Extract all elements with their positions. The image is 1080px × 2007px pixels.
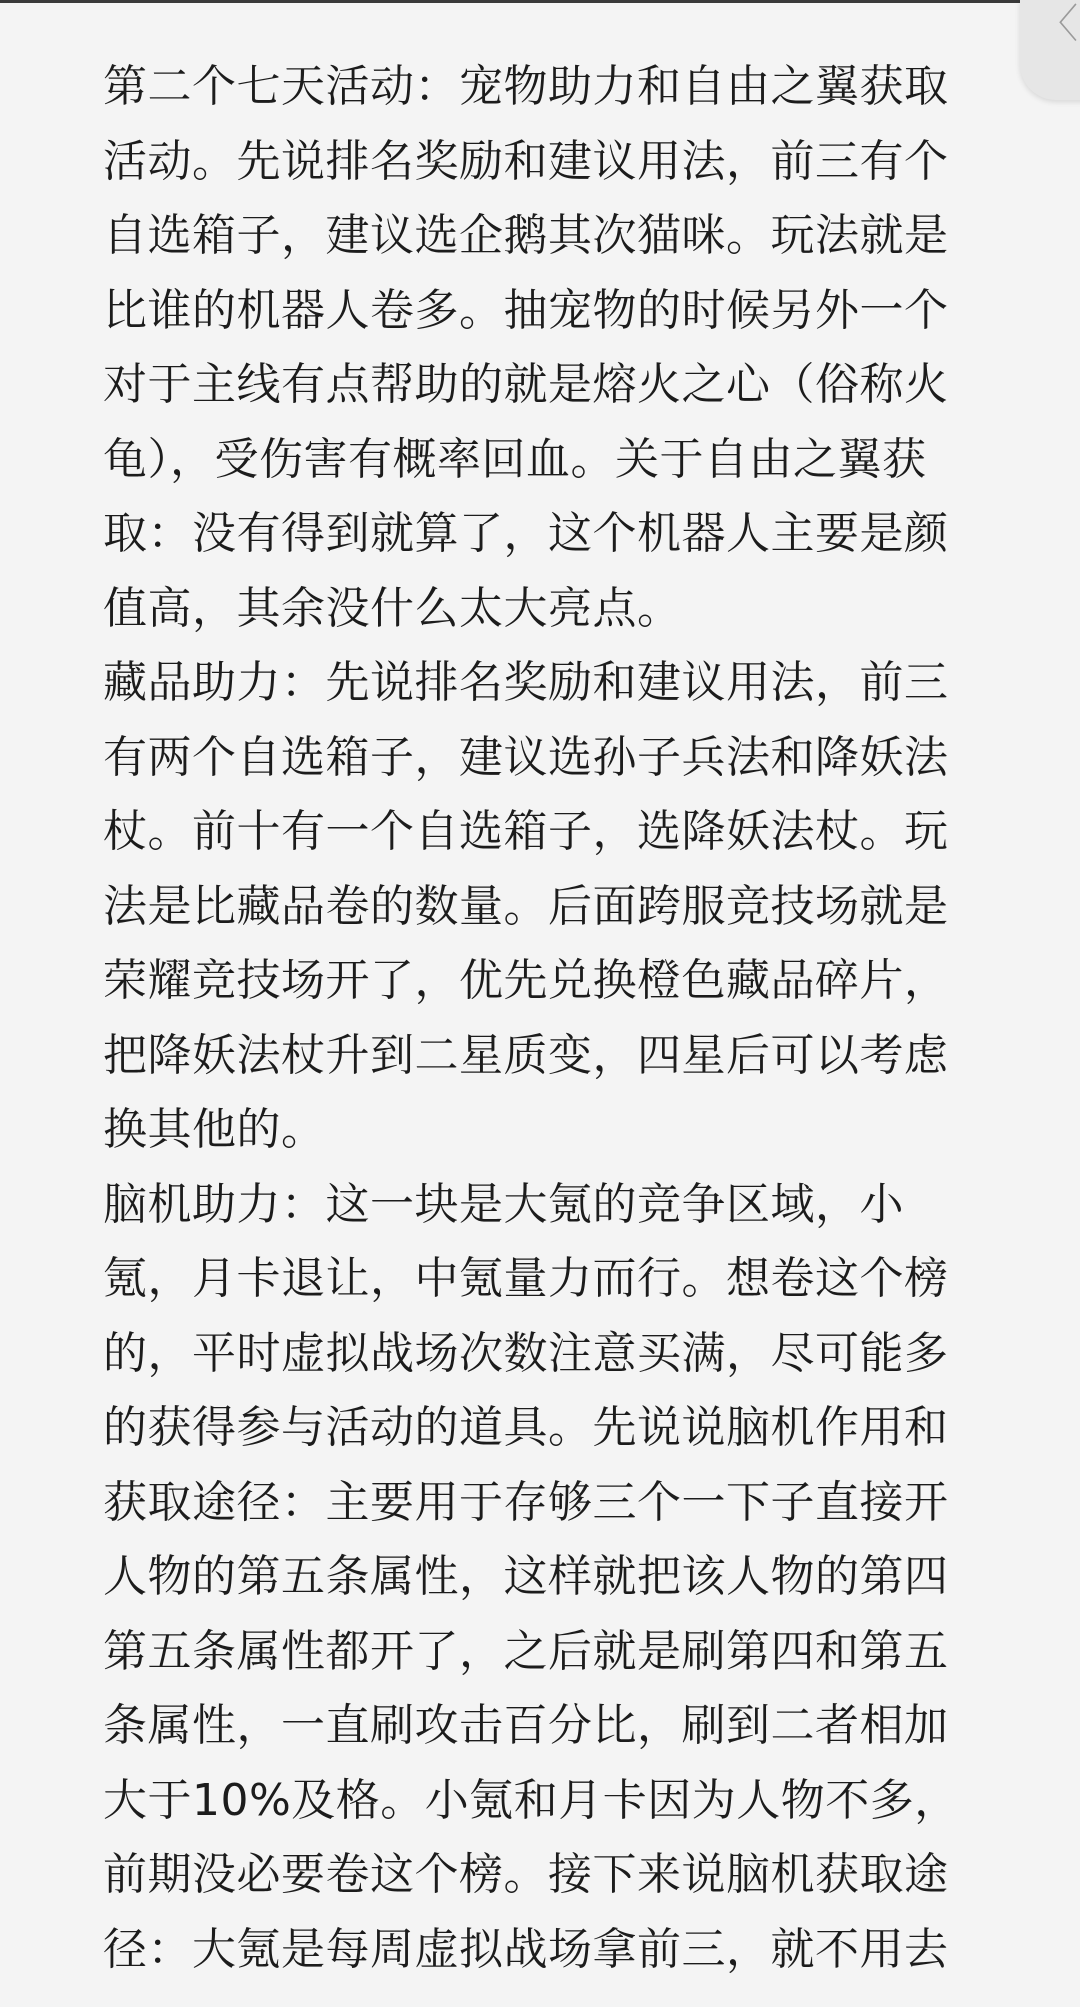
article-line: 比谁的机器人卷多。抽宠物的时候另外一个 xyxy=(103,284,949,336)
article-line: 法是比藏品卷的数量。后面跨服竞技场就是 xyxy=(103,880,949,932)
article-line: 条属性，一直刷攻击百分比，刷到二者相加 xyxy=(103,1700,949,1751)
article-line: 人物的第五条属性，这样就把该人物的第四 xyxy=(103,1551,949,1602)
article-line: 活动。先说排名奖励和建议用法，前三有个 xyxy=(103,135,949,187)
chevron-left-icon: 〈 xyxy=(1038,1,1078,47)
article-line: 脑机助力：这一块是大氪的竞争区域，小 xyxy=(103,1178,904,1230)
article-line: 获取途径：主要用于存够三个一下子直接开 xyxy=(103,1476,949,1528)
article-line: 杖。前十有一个自选箱子，选降妖法杖。玩 xyxy=(103,806,949,857)
article-line: 第二个七天活动：宠物助力和自由之翼获取 xyxy=(103,61,949,112)
side-panel-handle[interactable] xyxy=(1020,0,1080,100)
article-line: 对于主线有点帮助的就是熔火之心（俗称火 xyxy=(103,359,949,410)
article-line: 藏品助力：先说排名奖励和建议用法，前三 xyxy=(103,657,949,708)
article-line: 的获得参与活动的道具。先说说脑机作用和 xyxy=(103,1402,949,1453)
article-line: 氪，月卡退让，中氪量力而行。想卷这个榜 xyxy=(103,1253,949,1304)
article-body xyxy=(103,50,983,1987)
article-line: 龟），受伤害有概率回血。关于自由之翼获 xyxy=(103,433,927,485)
article-line: 换其他的。 xyxy=(103,1104,326,1155)
article-line: 前期没必要卷这个榜。接下来说脑机获取途 xyxy=(103,1849,949,1900)
article-line: 有两个自选箱子，建议选孙子兵法和降妖法 xyxy=(103,731,949,783)
article-line: 大于10%及格。小氪和月卡因为人物不多， xyxy=(103,1774,959,1826)
article-line: 径：大氪是每周虚拟战场拿前三，就不用去 xyxy=(103,1923,949,1975)
article-line: 自选箱子，建议选企鹅其次猫咪。玩法就是 xyxy=(103,210,949,261)
status-bar-edge xyxy=(0,0,1080,3)
article-line: 第五条属性都开了，之后就是刷第四和第五 xyxy=(103,1625,949,1677)
article-line: 荣耀竞技场开了，优先兑换橙色藏品碎片， xyxy=(103,955,949,1006)
article-line: 的，平时虚拟战场次数注意买满，尽可能多 xyxy=(103,1327,949,1379)
article-line: 把降妖法杖升到二星质变，四星后可以考虑 xyxy=(103,1029,949,1081)
article-line: 取：没有得到就算了，这个机器人主要是颜 xyxy=(103,508,949,559)
article-line: 值高，其余没什么太大亮点。 xyxy=(103,582,682,634)
